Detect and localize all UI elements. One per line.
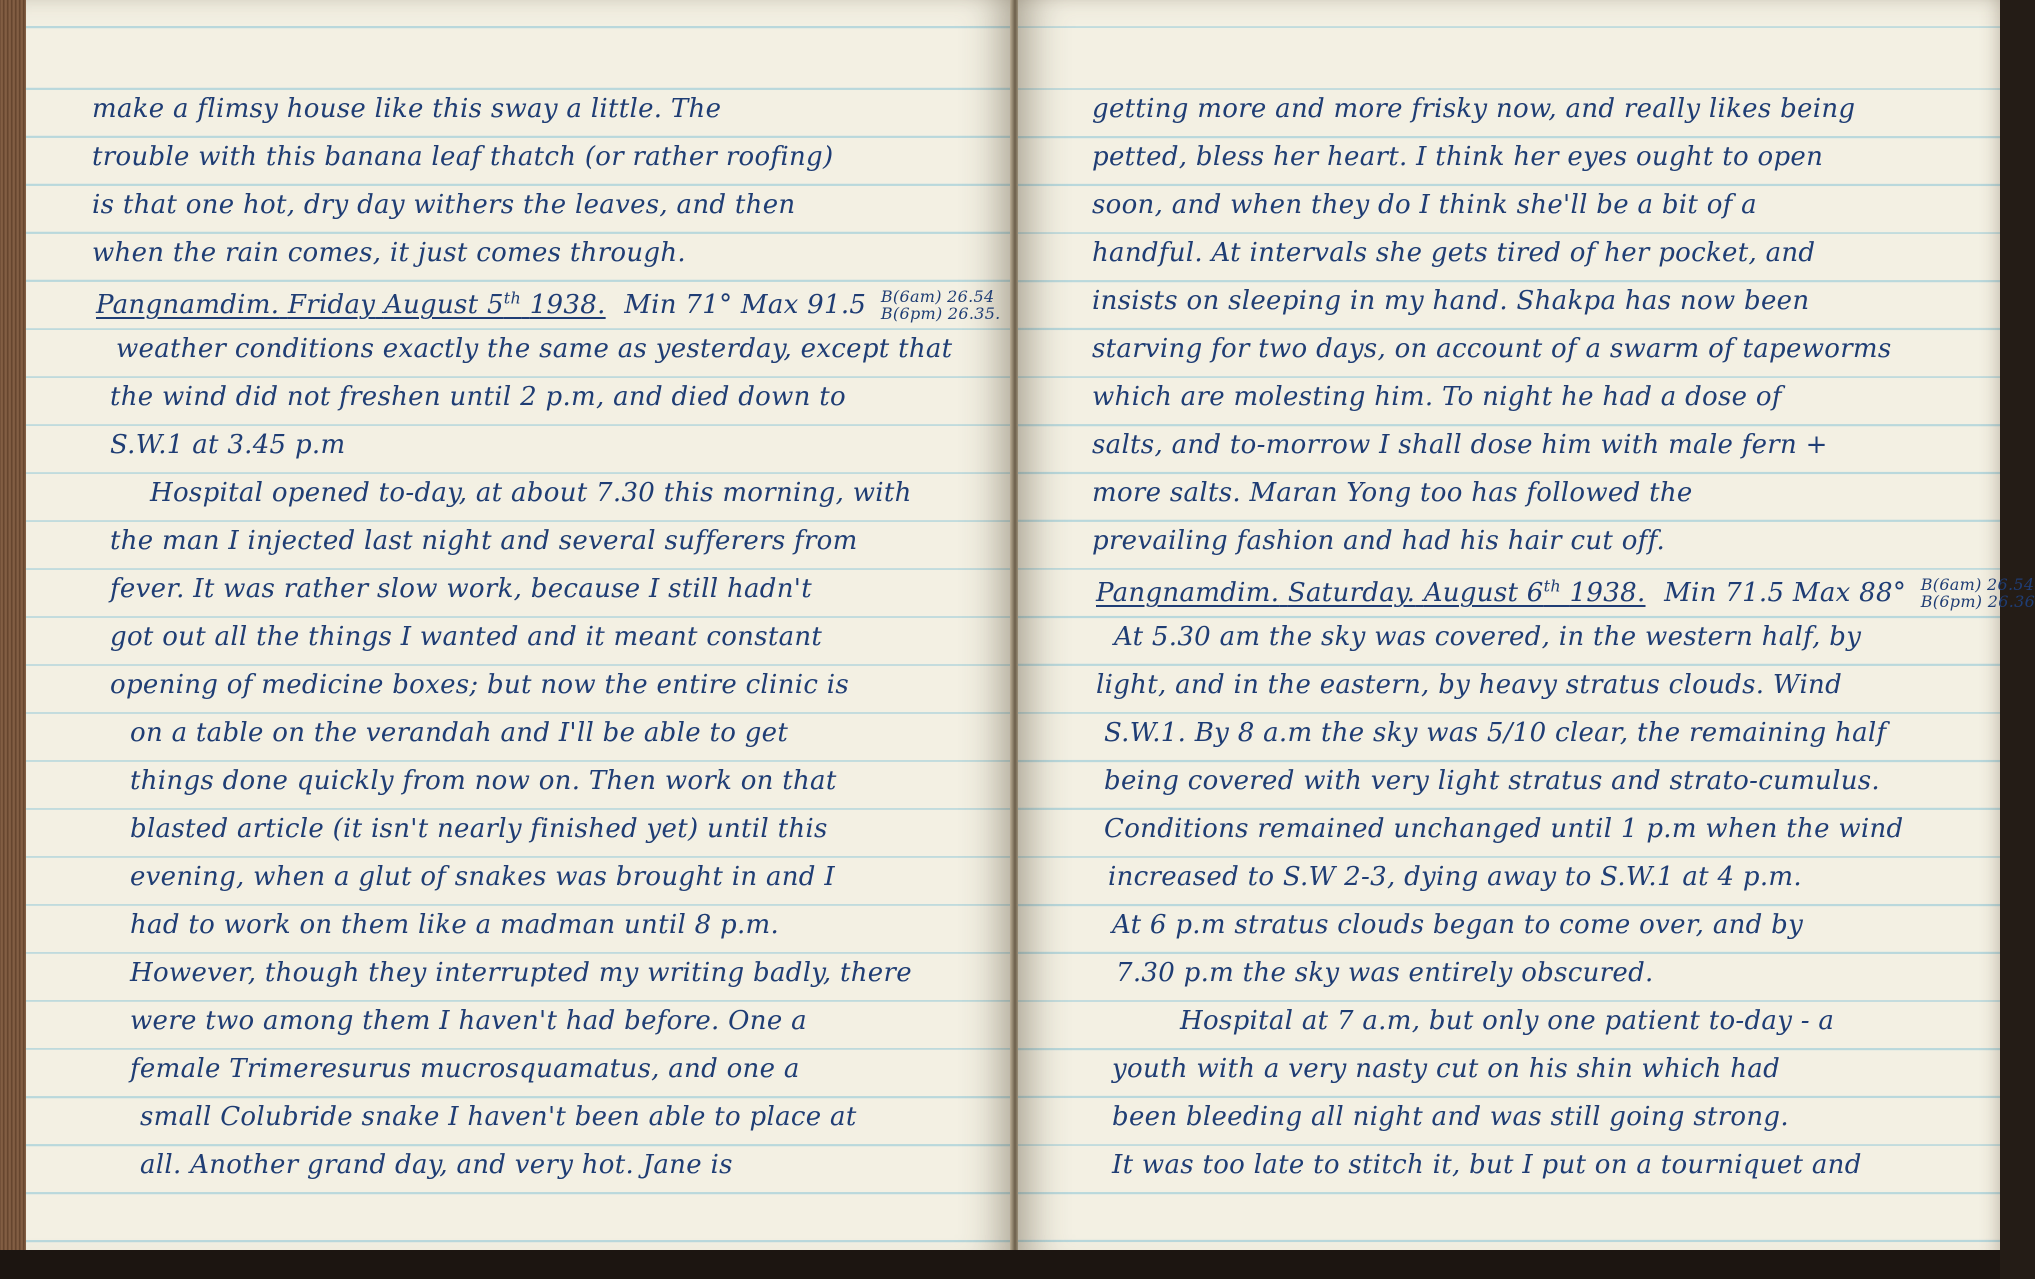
handwritten-line: trouble with this banana leaf thatch (or rather roofing) xyxy=(92,142,834,172)
heading-date-suffix: th xyxy=(1543,576,1561,596)
handwritten-line: all. Another grand day, and very hot. Jane is xyxy=(140,1150,733,1180)
heading-place: Pangnamdim. xyxy=(1096,578,1280,608)
heading-barometer xyxy=(1921,576,2035,610)
handwritten-line: on a table on the verandah and I'll be able to get xyxy=(130,718,789,748)
handwritten-line: Hospital opened to-day, at about 7.30 this morning, with xyxy=(150,478,912,508)
handwritten-line: salts, and to-morrow I shall dose him with male fern + xyxy=(1092,430,1828,460)
left-page xyxy=(0,0,1012,1262)
handwritten-line: S.W.1 at 3.45 p.m xyxy=(110,430,346,460)
handwritten-line: petted, bless her heart. I think her eyes ought to open xyxy=(1092,142,1824,172)
heading-temperatures: Min 71.5 Max 88° xyxy=(1664,578,1907,608)
handwritten-line: small Colubride snake I haven't been able to place at xyxy=(140,1102,857,1132)
handwritten-line: soon, and when they do I think she'll be a bit of a xyxy=(1092,190,1757,220)
handwritten-line: starving for two days, on account of a swarm of tapeworms xyxy=(1092,334,1892,364)
handwritten-line: the man I injected last night and several sufferers from xyxy=(110,526,858,556)
heading-place: Pangnamdim. xyxy=(96,290,280,320)
barometer-pm: B(6pm) 26.36 xyxy=(1920,592,2035,611)
handwritten-line: evening, when a glut of snakes was brought in and I xyxy=(130,862,835,892)
handwritten-line: been bleeding all night and was still going strong. xyxy=(1112,1102,1789,1132)
handwritten-line: 7.30 p.m the sky was entirely obscured. xyxy=(1116,958,1654,988)
heading-day: Saturday. xyxy=(1287,578,1416,608)
handwritten-line: handful. At intervals she gets tired of her pocket, and xyxy=(1092,238,1816,268)
heading-date: August 5 xyxy=(383,290,504,320)
handwritten-line: got out all the things I wanted and it meant constant xyxy=(110,622,823,652)
handwritten-line: At 6 p.m stratus clouds began to come over, and by xyxy=(1112,910,1804,940)
handwritten-line: had to work on them like a madman until 8 p.m. xyxy=(130,910,780,940)
handwritten-line: Hospital at 7 a.m, but only one patient to-day - a xyxy=(1180,1006,1835,1036)
right-page xyxy=(1018,0,2035,1262)
handwritten-line: were two among them I haven't had before. One a xyxy=(130,1006,807,1036)
entry-heading-saturday xyxy=(1096,576,2035,610)
handwritten-line: prevailing fashion and had his hair cut off. xyxy=(1092,526,1666,556)
heading-date: August 6 xyxy=(1423,578,1544,608)
handwritten-line: when the rain comes, it just comes through. xyxy=(92,238,686,268)
handwritten-line: S.W.1. By 8 a.m the sky was 5/10 clear, the remaining half xyxy=(1104,718,1887,748)
handwritten-line: It was too late to stitch it, but I put on a tourniquet and xyxy=(1112,1150,1862,1180)
handwritten-line: getting more and more frisky now, and really likes being xyxy=(1092,94,1856,124)
barometer-am: B(6am) 26.54 xyxy=(1920,575,2035,594)
barometer-pm: B(6pm) 26.35. xyxy=(880,304,1001,323)
heading-barometer xyxy=(881,288,1001,322)
handwritten-line: At 5.30 am the sky was covered, in the western half, by xyxy=(1114,622,1862,652)
handwritten-line: fever. It was rather slow work, because I still hadn't xyxy=(110,574,812,604)
heading-date-suffix: th xyxy=(503,288,522,308)
handwritten-line: Conditions remained unchanged until 1 p.m when the wind xyxy=(1104,814,1904,844)
handwritten-line: more salts. Maran Yong too has followed the xyxy=(1092,478,1693,508)
heading-day: Friday xyxy=(287,290,376,320)
handwritten-line: which are molesting him. To night he had a dose of xyxy=(1092,382,1782,412)
heading-place-date xyxy=(1096,578,1646,608)
handwritten-line: blasted article (it isn't nearly finished yet) until this xyxy=(130,814,828,844)
handwritten-line: youth with a very nasty cut on his shin which had xyxy=(1112,1054,1781,1084)
handwritten-line: things done quickly from now on. Then work on that xyxy=(130,766,837,796)
book-bottom-edge xyxy=(0,1250,2000,1279)
handwritten-line: light, and in the eastern, by heavy stratus clouds. Wind xyxy=(1096,670,1843,700)
page-edges xyxy=(0,0,26,1262)
handwritten-line: increased to S.W 2-3, dying away to S.W.1 at 4 p.m. xyxy=(1108,862,1802,892)
heading-year: 1938. xyxy=(529,290,606,320)
handwritten-line: is that one hot, dry day withers the leaves, and then xyxy=(92,190,796,220)
handwritten-line: insists on sleeping in my hand. Shakpa has now been xyxy=(1092,286,1810,316)
barometer-am: B(6am) 26.54 xyxy=(880,287,995,306)
heading-temperatures: Min 71° Max 91.5 xyxy=(624,290,867,320)
handwritten-line: female Trimeresurus mucrosquamatus, and one a xyxy=(130,1054,800,1084)
heading-year: 1938. xyxy=(1569,578,1646,608)
handwritten-line: being covered with very light stratus and strato-cumulus. xyxy=(1104,766,1880,796)
handwritten-line: the wind did not freshen until 2 p.m, and died down to xyxy=(110,382,846,412)
handwritten-line: opening of medicine boxes; but now the entire clinic is xyxy=(110,670,850,700)
handwritten-line: weather conditions exactly the same as yesterday, except that xyxy=(116,334,953,364)
entry-heading-friday xyxy=(96,288,1001,322)
handwritten-line: However, though they interrupted my writing badly, there xyxy=(130,958,912,988)
handwritten-line: make a flimsy house like this sway a little. The xyxy=(92,94,722,124)
heading-place-date xyxy=(96,290,606,320)
